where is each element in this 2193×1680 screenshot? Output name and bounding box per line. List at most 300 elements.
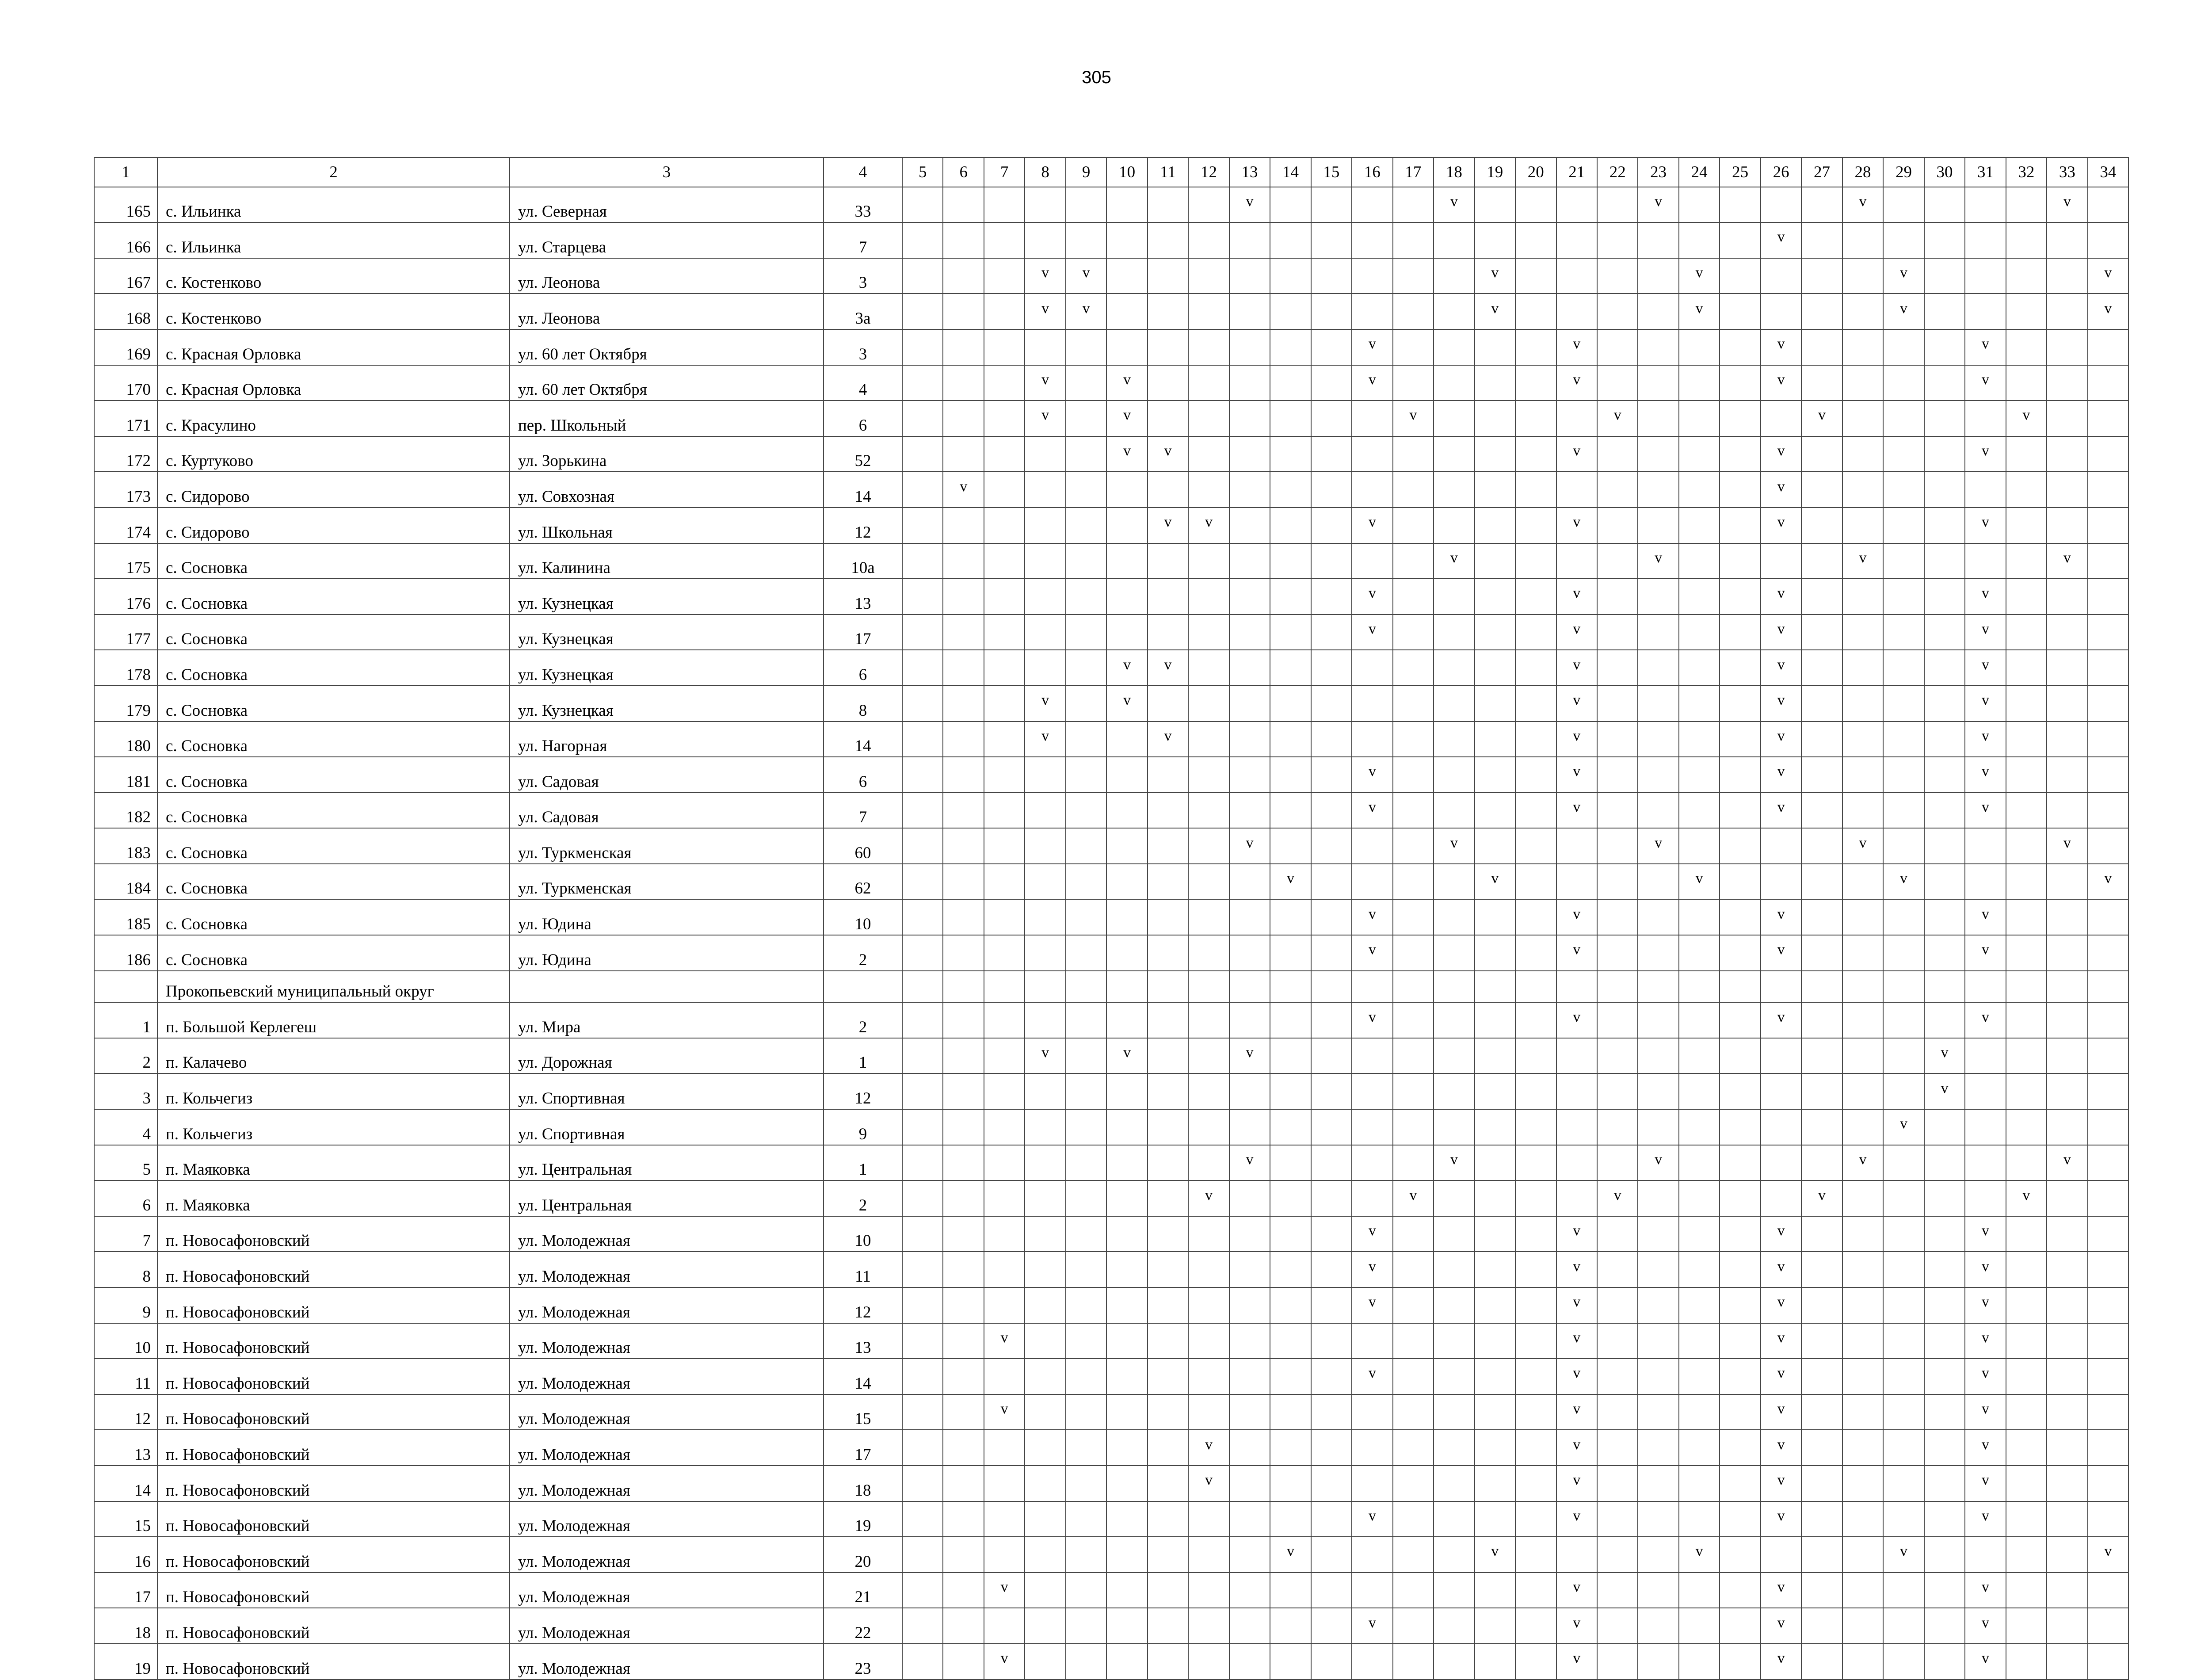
empty-cell xyxy=(1025,757,1065,793)
empty-cell xyxy=(1842,1038,1883,1074)
empty-cell xyxy=(1025,1216,1065,1252)
empty-cell xyxy=(2047,1073,2087,1109)
empty-cell xyxy=(902,722,943,757)
empty-cell xyxy=(1924,258,1965,294)
empty-cell xyxy=(1720,899,1760,935)
empty-cell xyxy=(1638,401,1678,436)
check-mark: v xyxy=(1883,1537,1924,1573)
empty-cell xyxy=(1393,1216,1434,1252)
empty-cell xyxy=(1924,222,1965,258)
empty-cell xyxy=(2047,1430,2087,1466)
empty-cell xyxy=(1066,1323,1106,1359)
settlement-name: с. Сосновка xyxy=(157,793,510,829)
empty-cell xyxy=(1066,686,1106,722)
empty-cell xyxy=(943,294,984,329)
row-number: 169 xyxy=(94,329,157,365)
empty-cell xyxy=(1311,579,1352,615)
empty-cell xyxy=(1638,1323,1678,1359)
empty-cell xyxy=(2006,864,2047,900)
empty-cell xyxy=(1106,935,1147,971)
settlement-name: с. Сосновка xyxy=(157,543,510,579)
table-row xyxy=(94,1252,2128,1287)
settlement-name: с. Сосновка xyxy=(157,864,510,900)
empty-cell xyxy=(2047,722,2087,757)
empty-cell xyxy=(1556,1180,1597,1216)
empty-cell xyxy=(1515,615,1556,650)
empty-cell xyxy=(984,258,1025,294)
row-number: 171 xyxy=(94,401,157,436)
empty-cell xyxy=(1883,543,1924,579)
empty-cell xyxy=(902,1644,943,1680)
empty-cell xyxy=(1924,1501,1965,1537)
column-header-16: 16 xyxy=(1352,157,1392,187)
check-mark: v xyxy=(1761,1394,1801,1430)
check-mark: v xyxy=(1556,650,1597,686)
empty-cell xyxy=(1393,1359,1434,1394)
settlement-name: п. Новосафоновский xyxy=(157,1466,510,1501)
empty-cell xyxy=(2047,329,2087,365)
empty-cell xyxy=(1229,1002,1270,1038)
empty-cell xyxy=(1393,1466,1434,1501)
empty-cell xyxy=(1515,793,1556,829)
street-name: ул. Юдина xyxy=(510,899,824,935)
empty-cell xyxy=(2088,543,2128,579)
empty-cell xyxy=(2006,187,2047,223)
empty-cell xyxy=(1106,1644,1147,1680)
empty-cell xyxy=(1148,935,1188,971)
table-row xyxy=(94,329,2128,365)
empty-cell xyxy=(1515,1359,1556,1394)
empty-cell xyxy=(1025,436,1065,472)
empty-cell xyxy=(2047,1002,2087,1038)
column-header-27: 27 xyxy=(1801,157,1842,187)
table-row xyxy=(94,793,2128,829)
check-mark: v xyxy=(1434,1145,1474,1181)
empty-cell xyxy=(1924,1359,1965,1394)
empty-cell xyxy=(902,899,943,935)
settlement-name: с. Сосновка xyxy=(157,615,510,650)
settlement-name: п. Маяковка xyxy=(157,1145,510,1181)
empty-cell xyxy=(1801,1216,1842,1252)
empty-cell xyxy=(1229,1323,1270,1359)
check-mark: v xyxy=(1842,828,1883,864)
empty-cell xyxy=(2047,1180,2087,1216)
empty-cell xyxy=(1475,615,1515,650)
empty-cell xyxy=(1106,1109,1147,1145)
empty-cell xyxy=(1720,401,1760,436)
empty-cell xyxy=(2047,258,2087,294)
empty-cell xyxy=(1679,1180,1720,1216)
check-mark: v xyxy=(1965,365,2006,401)
empty-cell xyxy=(1597,757,1638,793)
check-mark: v xyxy=(2088,864,2128,900)
column-header-11: 11 xyxy=(1148,157,1188,187)
empty-cell xyxy=(2006,1466,2047,1501)
empty-cell xyxy=(984,436,1025,472)
column-header-9: 9 xyxy=(1066,157,1106,187)
empty-cell xyxy=(1270,1394,1311,1430)
empty-cell xyxy=(1924,1252,1965,1287)
empty-cell xyxy=(1188,1287,1229,1323)
empty-cell xyxy=(1229,686,1270,722)
check-mark: v xyxy=(1761,222,1801,258)
empty-cell xyxy=(1801,579,1842,615)
empty-cell xyxy=(1229,1252,1270,1287)
empty-cell xyxy=(1965,258,2006,294)
check-mark: v xyxy=(1638,828,1678,864)
empty-cell xyxy=(1515,1216,1556,1252)
empty-cell xyxy=(1025,1608,1065,1644)
check-mark: v xyxy=(1556,899,1597,935)
empty-cell xyxy=(1066,508,1106,543)
empty-cell xyxy=(1352,401,1392,436)
empty-cell xyxy=(1761,1180,1801,1216)
empty-cell xyxy=(1393,1394,1434,1430)
empty-cell xyxy=(1066,365,1106,401)
empty-cell xyxy=(1638,1002,1678,1038)
empty-cell xyxy=(2006,1394,2047,1430)
house-number: 6 xyxy=(824,401,902,436)
row-number: 174 xyxy=(94,508,157,543)
check-mark: v xyxy=(1556,1573,1597,1608)
empty-cell xyxy=(943,828,984,864)
check-mark: v xyxy=(1965,757,2006,793)
empty-cell xyxy=(1842,1323,1883,1359)
column-header-2: 2 xyxy=(157,157,510,187)
empty-cell xyxy=(1148,1573,1188,1608)
empty-cell xyxy=(1270,1216,1311,1252)
empty-cell xyxy=(1270,650,1311,686)
empty-cell xyxy=(943,258,984,294)
empty-cell xyxy=(1924,864,1965,900)
street-name: ул. Совхозная xyxy=(510,472,824,508)
empty-cell xyxy=(2006,1537,2047,1573)
empty-cell xyxy=(1924,615,1965,650)
empty-cell xyxy=(1270,1002,1311,1038)
empty-cell xyxy=(2088,1430,2128,1466)
check-mark: v xyxy=(1965,722,2006,757)
house-number: 3а xyxy=(824,294,902,329)
table-row xyxy=(94,1180,2128,1216)
empty-cell xyxy=(1066,793,1106,829)
empty-cell xyxy=(1025,1287,1065,1323)
empty-cell xyxy=(1801,864,1842,900)
check-mark: v xyxy=(1188,1430,1229,1466)
empty-cell xyxy=(2047,1216,2087,1252)
empty-cell xyxy=(1352,864,1392,900)
empty-cell xyxy=(1842,650,1883,686)
empty-cell xyxy=(1638,1644,1678,1680)
empty-cell xyxy=(943,1038,984,1074)
empty-cell xyxy=(1720,1359,1760,1394)
empty-cell xyxy=(1311,258,1352,294)
empty-cell xyxy=(1597,828,1638,864)
empty-cell xyxy=(2047,1573,2087,1608)
empty-cell xyxy=(2006,508,2047,543)
house-number: 12 xyxy=(824,508,902,543)
row-number: 172 xyxy=(94,436,157,472)
empty-cell xyxy=(1679,1359,1720,1394)
empty-cell xyxy=(1597,1145,1638,1181)
empty-cell xyxy=(1229,401,1270,436)
check-mark: v xyxy=(1556,722,1597,757)
empty-cell xyxy=(1515,757,1556,793)
empty-cell xyxy=(1148,1252,1188,1287)
empty-cell xyxy=(1883,579,1924,615)
empty-cell xyxy=(1393,579,1434,615)
empty-cell xyxy=(2088,187,2128,223)
check-mark: v xyxy=(1965,793,2006,829)
empty-cell xyxy=(1638,472,1678,508)
row-number: 17 xyxy=(94,1573,157,1608)
empty-cell xyxy=(2047,1466,2087,1501)
empty-cell xyxy=(1801,793,1842,829)
empty-cell xyxy=(1883,1430,1924,1466)
empty-cell xyxy=(943,329,984,365)
settlement-name: п. Большой Керлегеш xyxy=(157,1002,510,1038)
empty-cell xyxy=(1270,971,1311,1003)
empty-cell xyxy=(1148,828,1188,864)
empty-cell xyxy=(902,472,943,508)
empty-cell xyxy=(2047,401,2087,436)
empty-cell xyxy=(1883,650,1924,686)
empty-cell xyxy=(1883,1359,1924,1394)
check-mark: v xyxy=(1025,294,1065,329)
empty-cell xyxy=(1270,1501,1311,1537)
empty-cell xyxy=(1924,722,1965,757)
street-name: ул. Молодежная xyxy=(510,1644,824,1680)
empty-cell xyxy=(2088,1359,2128,1394)
settlement-name: с. Сосновка xyxy=(157,899,510,935)
empty-cell xyxy=(1188,615,1229,650)
empty-cell xyxy=(1842,329,1883,365)
empty-cell xyxy=(902,935,943,971)
check-mark: v xyxy=(1965,579,2006,615)
empty-cell xyxy=(943,1359,984,1394)
row-number: 1 xyxy=(94,1002,157,1038)
empty-cell xyxy=(1638,757,1678,793)
empty-cell xyxy=(1311,294,1352,329)
empty-cell xyxy=(1148,864,1188,900)
empty-cell xyxy=(1188,329,1229,365)
house-number: 21 xyxy=(824,1573,902,1608)
row-number: 183 xyxy=(94,828,157,864)
house-number: 33 xyxy=(824,187,902,223)
empty-cell xyxy=(1597,1359,1638,1394)
empty-cell xyxy=(1924,1537,1965,1573)
empty-cell xyxy=(1638,1252,1678,1287)
empty-cell xyxy=(1597,187,1638,223)
empty-cell xyxy=(1434,615,1474,650)
empty-cell xyxy=(1515,579,1556,615)
check-mark: v xyxy=(1556,935,1597,971)
table-row xyxy=(94,1394,2128,1430)
empty-cell xyxy=(1188,1537,1229,1573)
empty-cell xyxy=(1515,222,1556,258)
street-name: ул. Старцева xyxy=(510,222,824,258)
empty-cell xyxy=(1924,793,1965,829)
empty-cell xyxy=(1025,222,1065,258)
house-number: 14 xyxy=(824,1359,902,1394)
empty-cell xyxy=(2088,1180,2128,1216)
empty-cell xyxy=(1311,1073,1352,1109)
empty-cell xyxy=(1597,472,1638,508)
empty-cell xyxy=(2006,1145,2047,1181)
check-mark: v xyxy=(1965,1216,2006,1252)
empty-cell xyxy=(984,686,1025,722)
empty-cell xyxy=(1066,1644,1106,1680)
empty-cell xyxy=(2088,329,2128,365)
empty-cell xyxy=(1270,1145,1311,1181)
table-row xyxy=(94,508,2128,543)
empty-cell xyxy=(984,1537,1025,1573)
street-name: ул. Юдина xyxy=(510,935,824,971)
check-mark: v xyxy=(2047,187,2087,223)
empty-cell xyxy=(1679,1145,1720,1181)
row-number: 173 xyxy=(94,472,157,508)
empty-cell xyxy=(1720,1109,1760,1145)
empty-cell xyxy=(1106,1466,1147,1501)
empty-cell xyxy=(1515,329,1556,365)
table-row xyxy=(94,1323,2128,1359)
empty-cell xyxy=(1883,329,1924,365)
empty-cell xyxy=(984,1359,1025,1394)
column-header-31: 31 xyxy=(1965,157,2006,187)
region-title: Прокопьевский муниципальный округ xyxy=(157,971,510,1003)
empty-cell xyxy=(2006,1109,2047,1145)
empty-cell xyxy=(1801,899,1842,935)
empty-cell xyxy=(1720,1252,1760,1287)
empty-cell xyxy=(1597,543,1638,579)
empty-cell xyxy=(1311,187,1352,223)
empty-cell xyxy=(1475,579,1515,615)
empty-cell xyxy=(2088,650,2128,686)
table-row xyxy=(94,899,2128,935)
empty-cell xyxy=(1066,187,1106,223)
check-mark: v xyxy=(1352,899,1392,935)
empty-cell xyxy=(2088,579,2128,615)
check-mark: v xyxy=(1229,1145,1270,1181)
empty-cell xyxy=(1066,615,1106,650)
check-mark: v xyxy=(1352,1501,1392,1537)
settlement-name: с. Красная Орловка xyxy=(157,329,510,365)
empty-cell xyxy=(1148,686,1188,722)
empty-cell xyxy=(2047,508,2087,543)
empty-cell xyxy=(2006,899,2047,935)
empty-cell xyxy=(1597,1216,1638,1252)
empty-cell xyxy=(1229,615,1270,650)
empty-cell xyxy=(1188,757,1229,793)
empty-cell xyxy=(1188,828,1229,864)
check-mark: v xyxy=(1270,1537,1311,1573)
check-mark: v xyxy=(1761,472,1801,508)
street-name: ул. Молодежная xyxy=(510,1359,824,1394)
empty-cell xyxy=(1475,222,1515,258)
empty-cell xyxy=(1311,1216,1352,1252)
street-name: ул. Нагорная xyxy=(510,722,824,757)
column-header-17: 17 xyxy=(1393,157,1434,187)
house-number: 6 xyxy=(824,757,902,793)
empty-cell xyxy=(1679,899,1720,935)
empty-cell xyxy=(1720,935,1760,971)
empty-cell xyxy=(1434,508,1474,543)
empty-cell xyxy=(1475,472,1515,508)
empty-cell xyxy=(984,472,1025,508)
street-name: ул. Молодежная xyxy=(510,1287,824,1323)
empty-cell xyxy=(2006,472,2047,508)
empty-cell xyxy=(1066,828,1106,864)
empty-cell xyxy=(1924,436,1965,472)
empty-cell xyxy=(1229,899,1270,935)
street-name: ул. Кузнецкая xyxy=(510,615,824,650)
empty-cell xyxy=(1066,935,1106,971)
empty-cell xyxy=(1801,722,1842,757)
empty-cell xyxy=(1638,864,1678,900)
empty-cell xyxy=(1801,1430,1842,1466)
empty-cell xyxy=(1597,615,1638,650)
empty-cell xyxy=(1148,187,1188,223)
empty-cell xyxy=(2088,828,2128,864)
check-mark: v xyxy=(1475,1537,1515,1573)
empty-cell xyxy=(1188,1608,1229,1644)
column-header-23: 23 xyxy=(1638,157,1678,187)
empty-cell xyxy=(1965,864,2006,900)
column-header-29: 29 xyxy=(1883,157,1924,187)
empty-cell xyxy=(1311,1002,1352,1038)
empty-cell xyxy=(1965,1109,2006,1145)
empty-cell xyxy=(1311,1394,1352,1430)
check-mark: v xyxy=(1638,187,1678,223)
check-mark: v xyxy=(1352,365,1392,401)
empty-cell xyxy=(2006,329,2047,365)
empty-cell xyxy=(1842,1501,1883,1537)
empty-cell xyxy=(1025,1359,1065,1394)
check-mark: v xyxy=(1106,1038,1147,1074)
check-mark: v xyxy=(1434,187,1474,223)
empty-cell xyxy=(1679,1002,1720,1038)
row-number: 7 xyxy=(94,1216,157,1252)
empty-cell xyxy=(1761,864,1801,900)
empty-cell xyxy=(1556,828,1597,864)
empty-cell xyxy=(984,222,1025,258)
row-number: 19 xyxy=(94,1644,157,1680)
empty-cell xyxy=(2088,1323,2128,1359)
empty-cell xyxy=(2047,1287,2087,1323)
empty-cell xyxy=(1924,508,1965,543)
empty-cell xyxy=(1475,650,1515,686)
empty-cell xyxy=(1924,650,1965,686)
settlement-name: с. Красулино xyxy=(157,401,510,436)
empty-cell xyxy=(1066,543,1106,579)
empty-cell xyxy=(1025,971,1065,1003)
settlement-name: с. Сосновка xyxy=(157,686,510,722)
empty-cell xyxy=(1434,1644,1474,1680)
empty-cell xyxy=(2047,365,2087,401)
empty-cell xyxy=(2088,1038,2128,1074)
empty-cell xyxy=(1720,1073,1760,1109)
empty-cell xyxy=(1515,971,1556,1003)
empty-cell xyxy=(2047,1252,2087,1287)
empty-cell xyxy=(1842,472,1883,508)
check-mark: v xyxy=(1556,1430,1597,1466)
empty-cell xyxy=(1352,1537,1392,1573)
empty-cell xyxy=(1842,1180,1883,1216)
empty-cell xyxy=(902,187,943,223)
row-number: 16 xyxy=(94,1537,157,1573)
check-mark: v xyxy=(2047,1145,2087,1181)
empty-cell xyxy=(1434,258,1474,294)
check-mark: v xyxy=(1556,793,1597,829)
